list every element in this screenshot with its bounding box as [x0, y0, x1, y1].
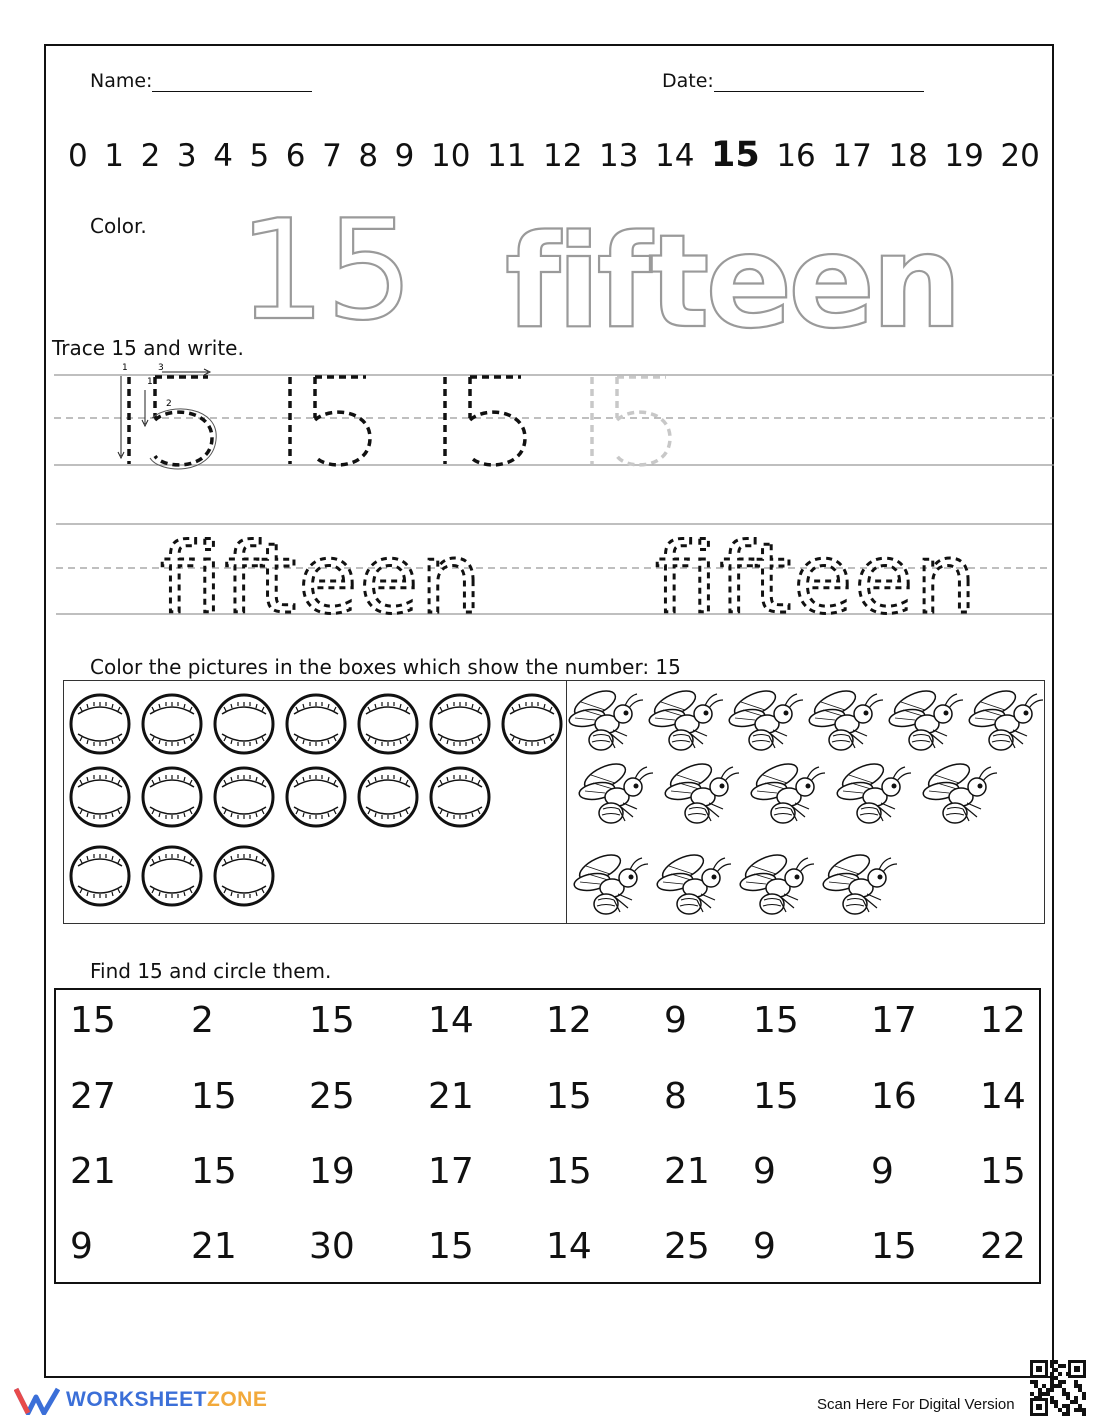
number-line-item: 4 — [213, 138, 233, 174]
bee-icon[interactable] — [656, 850, 731, 914]
grid-number[interactable]: 15 — [980, 1151, 1026, 1192]
bee-icon[interactable] — [573, 850, 648, 914]
bee-icon[interactable] — [648, 686, 723, 750]
trace-numerals[interactable] — [100, 360, 700, 480]
baseball-icon[interactable] — [71, 768, 129, 826]
grid-number[interactable]: 15 — [70, 1000, 116, 1041]
grid-number[interactable]: 19 — [309, 1151, 355, 1192]
grid-number[interactable]: 15 — [546, 1151, 592, 1192]
trace-numeral-guided[interactable] — [118, 363, 216, 469]
number-line-item: 6 — [285, 138, 306, 174]
baseball-icon[interactable] — [71, 695, 129, 753]
number-line-item: 16 — [776, 138, 816, 174]
bee-icon[interactable] — [568, 686, 643, 750]
bee-icon[interactable] — [968, 686, 1043, 750]
bee-icon[interactable] — [822, 850, 897, 914]
baseball-group[interactable] — [71, 695, 561, 905]
number-line-item: 18 — [888, 138, 928, 174]
baseball-icon[interactable] — [431, 695, 489, 753]
baseball-icon[interactable] — [431, 768, 489, 826]
trace-word-2[interactable] — [655, 523, 978, 620]
grid-number[interactable]: 15 — [191, 1151, 237, 1192]
baseball-icon[interactable] — [215, 695, 273, 753]
grid-number[interactable]: 25 — [664, 1226, 710, 1267]
grid-row — [56, 1000, 1039, 1060]
grid-number[interactable]: 8 — [664, 1076, 687, 1117]
grid-number[interactable]: 30 — [309, 1226, 355, 1267]
grid-row — [56, 1226, 1039, 1286]
grid-number[interactable]: 9 — [753, 1226, 776, 1267]
qr-code-icon[interactable] — [1030, 1360, 1086, 1416]
grid-number[interactable]: 14 — [428, 1000, 474, 1041]
bee-icon[interactable] — [578, 759, 653, 823]
name-underline — [152, 71, 312, 92]
grid-number[interactable]: 9 — [753, 1151, 776, 1192]
color-outline-art — [230, 196, 990, 346]
grid-row — [56, 1151, 1039, 1211]
baseball-icon[interactable] — [143, 768, 201, 826]
number-line-item: 17 — [832, 138, 872, 174]
bee-icon[interactable] — [836, 759, 911, 823]
grid-number[interactable]: 21 — [70, 1151, 116, 1192]
svg-text:fifteen: fifteen — [160, 523, 484, 620]
baseball-icon[interactable] — [143, 695, 201, 753]
baseball-icon[interactable] — [287, 695, 345, 753]
name-field[interactable] — [90, 70, 312, 92]
stroke-number-3: 3 — [158, 363, 164, 373]
trace-numeral-faded[interactable] — [592, 377, 670, 465]
number-line-item: 0 — [68, 138, 88, 174]
grid-number[interactable]: 16 — [871, 1076, 917, 1117]
baseball-icon[interactable] — [359, 695, 417, 753]
bee-icon[interactable] — [664, 759, 739, 823]
bee-icon[interactable] — [739, 850, 814, 914]
number-line-item: 15 — [711, 135, 760, 175]
number-line-item: 13 — [599, 138, 639, 174]
number-line-item: 14 — [655, 138, 695, 174]
grid-number[interactable]: 15 — [753, 1000, 799, 1041]
scan-text: Scan Here For Digital Version — [817, 1396, 1015, 1413]
number-line — [68, 135, 1040, 175]
bee-icon[interactable] — [888, 686, 963, 750]
name-label: Name: — [90, 70, 153, 92]
trace-instruction: Trace 15 and write. — [52, 336, 244, 360]
brand-logo[interactable] — [14, 1385, 267, 1415]
picture-art — [63, 680, 1045, 924]
number-line-item: 5 — [249, 138, 270, 174]
date-underline — [714, 71, 924, 92]
grid-row — [56, 1076, 1039, 1136]
number-line-item: 10 — [430, 138, 471, 174]
grid-number[interactable]: 12 — [980, 1000, 1026, 1041]
grid-number[interactable]: 9 — [70, 1226, 93, 1267]
bee-icon[interactable] — [750, 759, 825, 823]
grid-number[interactable]: 22 — [980, 1226, 1026, 1267]
find-number-grid — [54, 988, 1041, 1284]
grid-number[interactable]: 15 — [191, 1076, 237, 1117]
bee-icon[interactable] — [808, 686, 883, 750]
number-line-item: 2 — [140, 138, 161, 174]
baseball-icon[interactable] — [215, 847, 273, 905]
svg-text:fifteen: fifteen — [655, 523, 979, 620]
grid-number[interactable]: 17 — [428, 1151, 474, 1192]
number-line-item: 3 — [176, 138, 197, 174]
baseball-icon[interactable] — [359, 768, 417, 826]
brand-zone: ZONE — [207, 1388, 268, 1411]
grid-number[interactable]: 9 — [664, 1000, 687, 1041]
grid-number[interactable]: 15 — [428, 1226, 474, 1267]
number-line-item: 7 — [322, 138, 342, 174]
grid-number[interactable]: 15 — [546, 1076, 592, 1117]
outline-word: fifteen — [505, 208, 959, 346]
stroke-number-1: 1 — [122, 363, 128, 373]
baseball-icon[interactable] — [287, 768, 345, 826]
baseball-icon[interactable] — [215, 768, 273, 826]
baseball-icon[interactable] — [71, 847, 129, 905]
trace-numeral-3[interactable] — [445, 377, 525, 465]
trace-word-1[interactable] — [160, 523, 483, 620]
trace-words[interactable] — [150, 510, 1000, 620]
pictures-instruction: Color the pictures in the boxes which show the number: 15 — [90, 655, 681, 679]
number-line-item: 11 — [486, 138, 527, 174]
brand-logo-icon — [14, 1385, 60, 1415]
grid-number[interactable]: 12 — [546, 1000, 592, 1041]
number-line-item: 9 — [394, 138, 415, 174]
number-line-item: 12 — [543, 138, 583, 174]
grid-number[interactable]: 21 — [664, 1151, 710, 1192]
grid-number[interactable]: 14 — [980, 1076, 1026, 1117]
date-label: Date: — [662, 70, 714, 92]
bee-group[interactable] — [568, 686, 1043, 914]
number-line-item: 8 — [358, 138, 379, 174]
baseball-icon[interactable] — [503, 695, 561, 753]
baseball-icon[interactable] — [143, 847, 201, 905]
number-line-item: 19 — [944, 138, 984, 174]
grid-number[interactable]: 14 — [546, 1226, 592, 1267]
trace-numeral-2[interactable] — [290, 377, 370, 465]
grid-number[interactable]: 21 — [191, 1226, 237, 1267]
number-line-item: 20 — [1000, 138, 1040, 174]
bee-icon[interactable] — [922, 759, 997, 823]
grid-number[interactable]: 27 — [70, 1076, 116, 1117]
grid-number[interactable]: 2 — [191, 1000, 214, 1041]
grid-number[interactable]: 15 — [309, 1000, 355, 1041]
grid-number[interactable]: 17 — [871, 1000, 917, 1041]
grid-number[interactable]: 25 — [309, 1076, 355, 1117]
grid-number[interactable]: 9 — [871, 1151, 894, 1192]
number-line-item: 1 — [104, 138, 125, 174]
grid-number[interactable]: 15 — [753, 1076, 799, 1117]
date-field[interactable] — [662, 70, 924, 92]
color-instruction: Color. — [90, 214, 147, 238]
bee-icon[interactable] — [728, 686, 803, 750]
stroke-number-1b: 1 — [147, 377, 153, 387]
brand-worksheet: WORKSHEET — [66, 1388, 207, 1411]
grid-number[interactable]: 21 — [428, 1076, 474, 1117]
stroke-number-2: 2 — [166, 399, 172, 409]
grid-number[interactable]: 15 — [871, 1226, 917, 1267]
find-instruction: Find 15 and circle them. — [90, 959, 332, 983]
outline-numeral: 15 — [238, 196, 414, 346]
